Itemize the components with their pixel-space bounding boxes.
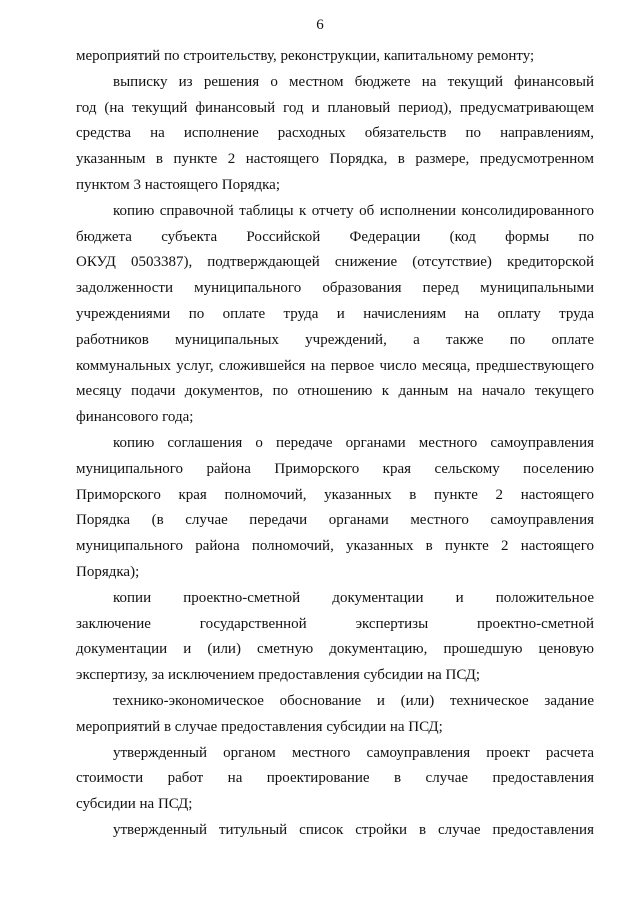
text-line: копию справочной таблицы к отчету об исполнении консолидированного	[113, 202, 594, 219]
text-line: пунктом 3 настоящего Порядка;	[76, 176, 281, 193]
text-line: выписку из решения о местном бюджете на текущий финансовый	[113, 73, 594, 90]
text-line: мероприятий в случае предоставления субсидии на ПСД;	[76, 718, 443, 735]
text-line: задолженности муниципального образования перед муниципальными	[76, 280, 594, 297]
text-line: технико-экономическое обоснование и (или) техническое задание	[113, 692, 594, 709]
text-line: муниципального района полномочий, указанных в пункте 2 настоящего	[76, 538, 594, 555]
text-line: субсидии на ПСД;	[76, 796, 193, 813]
text-line: учреждениями по оплате труда и начислениям на оплату труда	[76, 305, 594, 322]
text-line: год (на текущий финансовый год и плановый период), предусматривающем	[76, 99, 594, 116]
text-line: Приморского края полномочий, указанных в пункте 2 настоящего	[76, 486, 594, 503]
text-line: копию соглашения о передаче органами местного самоуправления	[113, 434, 594, 451]
text-line: Порядка);	[76, 563, 140, 580]
text-line: Порядка (в случае передачи органами местного самоуправления	[76, 512, 594, 529]
body-text	[76, 44, 594, 844]
text-line: копии проектно-сметной документации и положительное	[113, 589, 594, 606]
text-line: утвержденный титульный список стройки в случае предоставления	[113, 821, 594, 838]
text-line: месяцу подачи документов, по отношению к данным на начало текущего	[76, 383, 594, 400]
text-line: работников муниципальных учреждений, а также по оплате	[76, 331, 594, 348]
text-line: финансового года;	[76, 409, 194, 426]
text-line: средства на исполнение расходных обязательств по направлениям,	[76, 125, 594, 142]
text-line: экспертизу, за исключением предоставления субсидии на ПСД;	[76, 667, 480, 684]
text-line: мероприятий по строительству, реконструкции, капитальному ремонту;	[76, 48, 535, 64]
text-line: документации и (или) сметную документацию, прошедшую ценовую	[76, 641, 594, 658]
page-number: 6	[316, 17, 324, 33]
text-line: коммунальных услуг, сложившейся на первое число месяца, предшествующего	[76, 357, 594, 374]
text-line: муниципального района Приморского края сельскому поселению	[76, 460, 594, 477]
text-line: заключение государственной экспертизы проектно-сметной	[76, 615, 594, 632]
text-line: ОКУД 0503387), подтверждающей снижение (отсутствие) кредиторской	[76, 254, 594, 271]
text-line: утвержденный органом местного самоуправления проект расчета	[113, 744, 594, 761]
text-line: бюджета субъекта Российской Федерации (код формы по	[76, 228, 594, 245]
text-line: указанным в пункте 2 настоящего Порядка, в размере, предусмотренном	[76, 151, 594, 168]
text-line: стоимости работ на проектирование в случае предоставления	[76, 770, 594, 787]
